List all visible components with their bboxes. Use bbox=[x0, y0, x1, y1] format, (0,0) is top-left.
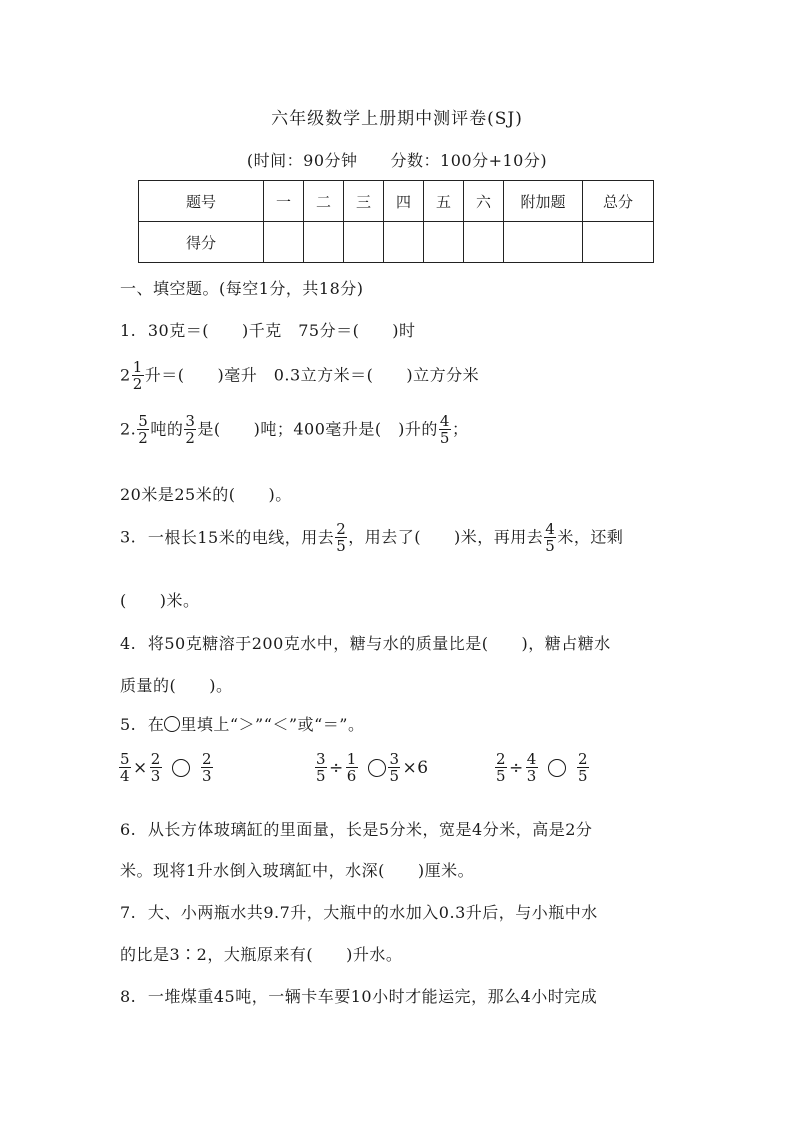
numerator: 4 bbox=[526, 750, 537, 768]
denominator: 5 bbox=[496, 767, 507, 785]
operator: ×6 bbox=[402, 758, 429, 778]
score-cell[interactable] bbox=[384, 222, 424, 263]
operator: × bbox=[133, 758, 148, 778]
page-title: 六年级数学上册期中测评卷(SJ) bbox=[271, 109, 523, 129]
mixed-number-int: 2 bbox=[120, 365, 131, 385]
comparison-expression-3 bbox=[494, 752, 590, 784]
question-text: 一堆煤重45吨，一辆卡车要10小时才能运完，那么4小时完成 bbox=[147, 987, 598, 1006]
fraction bbox=[544, 522, 556, 554]
question-text: 米，还剩 bbox=[557, 527, 624, 547]
question-text: 升＝( )毫升 0.3立方米＝( )立方分米 bbox=[144, 365, 480, 385]
question-3-line-1 bbox=[120, 522, 623, 554]
question-3-line-2: ( )米。 bbox=[120, 591, 200, 610]
header-cell: 题号 bbox=[139, 181, 264, 222]
question-6-line-2: 米。现将1升水倒入玻璃缸中，水深( )厘米。 bbox=[120, 861, 475, 880]
denominator: 2 bbox=[185, 429, 196, 447]
operator: ÷ bbox=[329, 758, 344, 778]
question-number: 2. bbox=[120, 419, 137, 439]
score-cell[interactable] bbox=[464, 222, 504, 263]
fraction bbox=[150, 752, 162, 784]
question-text: ； bbox=[451, 419, 469, 439]
header-cell: 附加题 bbox=[504, 181, 583, 222]
numerator: 4 bbox=[439, 412, 450, 430]
question-number: 8. bbox=[120, 987, 137, 1006]
numerator: 1 bbox=[346, 750, 357, 768]
fraction bbox=[184, 414, 196, 446]
numerator: 2 bbox=[202, 750, 213, 768]
numerator: 5 bbox=[138, 412, 149, 430]
denominator: 2 bbox=[138, 429, 149, 447]
score-row-label: 得分 bbox=[139, 222, 264, 263]
header-cell: 一 bbox=[264, 181, 304, 222]
answer-circle-icon[interactable] bbox=[368, 759, 386, 777]
header-cell: 六 bbox=[464, 181, 504, 222]
score-table bbox=[138, 180, 654, 263]
exam-info: (时间：90分钟 分数：100分+10分) bbox=[246, 151, 548, 170]
denominator: 5 bbox=[545, 537, 556, 555]
denominator: 3 bbox=[202, 767, 213, 785]
fraction bbox=[137, 414, 149, 446]
denominator: 5 bbox=[578, 767, 589, 785]
score-cell[interactable] bbox=[504, 222, 583, 263]
numerator: 2 bbox=[150, 750, 161, 768]
numerator: 3 bbox=[316, 750, 327, 768]
question-7-line-2: 的比是3∶2，大瓶原来有( )升水。 bbox=[120, 945, 403, 964]
fraction bbox=[577, 752, 589, 784]
question-8-line-1 bbox=[120, 984, 597, 1007]
fraction bbox=[132, 360, 144, 392]
header-cell: 二 bbox=[304, 181, 344, 222]
fraction bbox=[495, 752, 507, 784]
fraction bbox=[201, 752, 213, 784]
score-cell[interactable] bbox=[304, 222, 344, 263]
denominator: 4 bbox=[120, 767, 131, 785]
question-2-line-2: 20米是25米的( )。 bbox=[120, 485, 292, 504]
comparison-expression-1 bbox=[118, 752, 214, 784]
denominator: 3 bbox=[150, 767, 161, 785]
question-number: 1. bbox=[120, 321, 137, 340]
question-4-line-2: 质量的( )。 bbox=[120, 676, 233, 695]
question-text: 吨的 bbox=[150, 419, 184, 439]
denominator: 5 bbox=[389, 767, 400, 785]
fraction bbox=[526, 752, 538, 784]
numerator: 3 bbox=[185, 412, 196, 430]
numerator: 1 bbox=[132, 358, 143, 376]
answer-circle-icon[interactable] bbox=[172, 759, 190, 777]
question-text: 一根长15米的电线，用去 bbox=[147, 527, 335, 547]
question-5-line-1 bbox=[120, 712, 364, 735]
denominator: 5 bbox=[336, 537, 347, 555]
score-cell[interactable] bbox=[583, 222, 654, 263]
header-cell: 总分 bbox=[583, 181, 654, 222]
question-6-line-1 bbox=[120, 817, 592, 840]
numerator: 4 bbox=[545, 520, 556, 538]
fraction bbox=[335, 522, 347, 554]
numerator: 5 bbox=[120, 750, 131, 768]
numerator: 2 bbox=[336, 520, 347, 538]
header-cell: 四 bbox=[384, 181, 424, 222]
score-cell[interactable] bbox=[264, 222, 304, 263]
fraction bbox=[439, 414, 451, 446]
fraction bbox=[315, 752, 327, 784]
question-text: 里填上“＞”“＜”或“＝”。 bbox=[180, 715, 365, 734]
score-cell[interactable] bbox=[344, 222, 384, 263]
operator: ÷ bbox=[509, 758, 524, 778]
question-number: 6. bbox=[120, 820, 137, 839]
question-text: ，用去了( )米，再用去 bbox=[348, 527, 544, 547]
question-1-line-1 bbox=[120, 318, 416, 341]
denominator: 2 bbox=[132, 375, 143, 393]
fraction bbox=[388, 752, 400, 784]
score-table-score-row bbox=[139, 222, 654, 263]
numerator: 3 bbox=[389, 750, 400, 768]
numerator: 2 bbox=[496, 750, 507, 768]
question-number: 5. bbox=[120, 715, 137, 734]
question-4-line-1 bbox=[120, 631, 611, 654]
header-cell: 三 bbox=[344, 181, 384, 222]
header-cell: 五 bbox=[424, 181, 464, 222]
fraction bbox=[119, 752, 131, 784]
denominator: 3 bbox=[526, 767, 537, 785]
question-text: 大、小两瓶水共9.7升，大瓶中的水加入0.3升后，与小瓶中水 bbox=[147, 903, 598, 922]
question-7-line-1 bbox=[120, 900, 598, 923]
answer-circle-icon[interactable] bbox=[548, 759, 566, 777]
denominator: 6 bbox=[346, 767, 357, 785]
question-text: 从长方体玻璃缸的里面量，长是5分米，宽是4分米，高是2分 bbox=[147, 820, 593, 839]
question-number: 7. bbox=[120, 903, 137, 922]
section-heading: 一、填空题。(每空1分，共18分) bbox=[120, 279, 364, 298]
circle-icon bbox=[164, 716, 180, 732]
question-number: 4. bbox=[120, 634, 137, 653]
comparison-expression-2 bbox=[314, 752, 430, 784]
question-1-line-2 bbox=[120, 360, 479, 392]
denominator: 5 bbox=[439, 429, 450, 447]
score-table-header-row bbox=[139, 181, 654, 222]
question-2-line-1 bbox=[120, 414, 468, 446]
question-text: 将50克糖溶于200克水中，糖与水的质量比是( )，糖占糖水 bbox=[147, 634, 611, 653]
numerator: 2 bbox=[578, 750, 589, 768]
question-text: 在 bbox=[147, 715, 165, 734]
question-text: 是( )吨；400毫升是( )升的 bbox=[197, 419, 438, 439]
question-number: 3. bbox=[120, 527, 137, 547]
denominator: 5 bbox=[316, 767, 327, 785]
question-text: 30克＝( )千克 75分＝( )时 bbox=[147, 321, 416, 340]
score-cell[interactable] bbox=[424, 222, 464, 263]
fraction bbox=[346, 752, 358, 784]
